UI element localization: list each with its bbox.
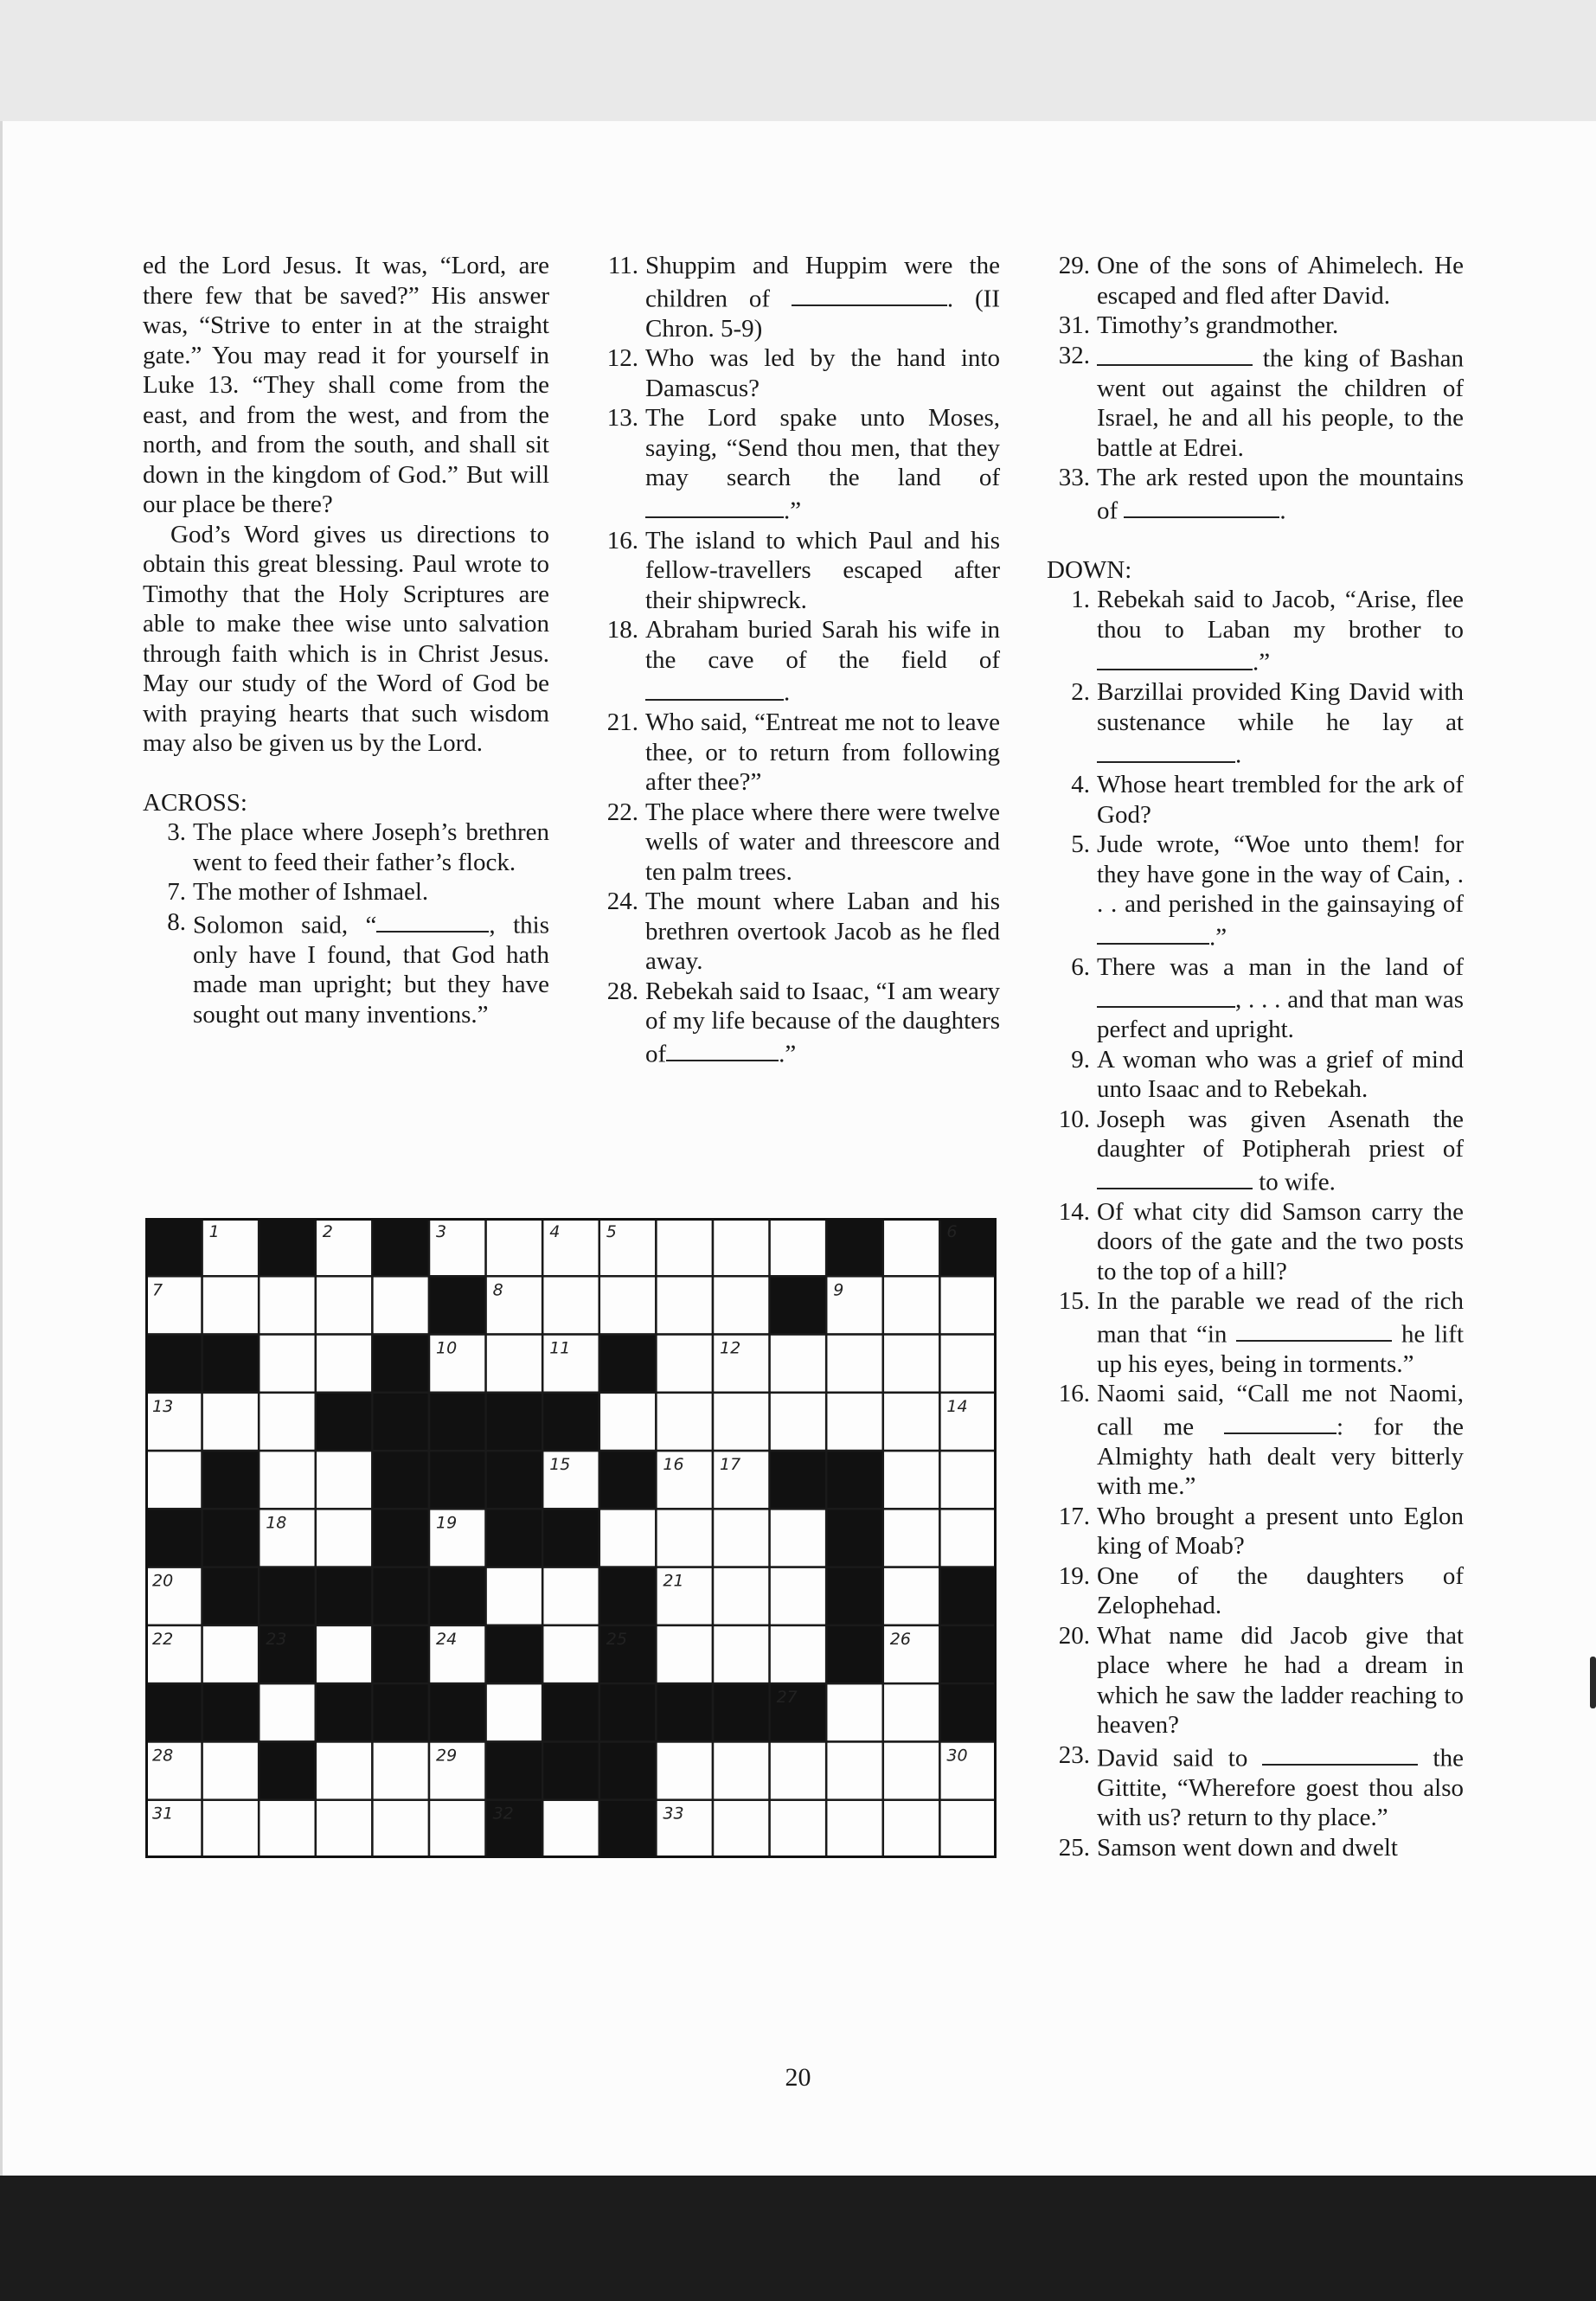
grid-cell-white[interactable] xyxy=(202,1276,260,1334)
grid-cell-white[interactable] xyxy=(939,1335,997,1393)
grid-cell-black xyxy=(145,1509,202,1567)
grid-cell-black xyxy=(486,1509,543,1567)
grid-cell-black xyxy=(770,1451,827,1509)
grid-cell-black xyxy=(429,1683,486,1741)
grid-cell-black xyxy=(826,1509,883,1567)
grid-cell-white[interactable] xyxy=(883,1393,940,1451)
grid-cell-white[interactable] xyxy=(316,1741,373,1799)
grid-cell-black xyxy=(202,1509,260,1567)
grid-cell-white[interactable] xyxy=(372,1276,429,1334)
grid-cell-black xyxy=(202,1683,260,1741)
grid-cell-black xyxy=(599,1741,657,1799)
grid-cell-number: 25 xyxy=(606,1629,627,1649)
answer-blank xyxy=(1124,493,1279,519)
grid-cell-number: 3 xyxy=(436,1222,447,1241)
grid-cell-black xyxy=(486,1451,543,1509)
across-clue-7: 7. The mother of Ishmael. xyxy=(167,878,429,906)
across-clue-3: 3. The place where Joseph’s brethren went to feed their father’s flock. xyxy=(167,818,549,876)
grid-cell-white[interactable] xyxy=(542,1276,599,1334)
across-clue-33: 33. The ark rested upon the mountains of . xyxy=(1058,464,1464,525)
grid-cell-white[interactable] xyxy=(770,1335,827,1393)
grid-cell-white[interactable] xyxy=(826,1741,883,1799)
grid-cell-white[interactable] xyxy=(486,1218,543,1276)
grid-cell-white[interactable] xyxy=(542,1625,599,1683)
grid-cell-white[interactable] xyxy=(770,1393,827,1451)
answer-blank xyxy=(376,907,489,933)
grid-cell-number: 17 xyxy=(720,1455,741,1475)
grid-cell-black xyxy=(372,1567,429,1625)
down-clue-10: 10. Joseph was given Asenath the daughter of Potipherah priest of to wife. xyxy=(1058,1105,1464,1196)
grid-cell-number: 33 xyxy=(663,1804,684,1823)
across-clue-22: 22. The place where there were twelve wells of water and threescore and ten palm trees. xyxy=(606,798,1000,886)
grid-cell-number: 26 xyxy=(889,1629,911,1649)
grid-cell-black xyxy=(145,1335,202,1393)
grid-cell-black xyxy=(599,1335,657,1393)
grid-cell-white[interactable] xyxy=(883,1683,940,1741)
grid-cell-white[interactable] xyxy=(202,1625,260,1683)
grid-cell-black xyxy=(770,1276,827,1334)
grid-cell-white[interactable] xyxy=(202,1393,260,1451)
grid-cell-black xyxy=(259,1218,316,1276)
grid-cell-white[interactable] xyxy=(429,1800,486,1858)
across-clue-21: 21. Who said, “Entreat me not to leave thee, or to return from following after thee?” xyxy=(606,708,1000,797)
across-clue-8-rest: , this only have I found, that God hath made man upright; but they have sought out many inventions.” xyxy=(193,911,549,1029)
across-clue-12: 12. Who was led by the hand into Damascus? xyxy=(606,344,1000,402)
grid-cell-number: 8 xyxy=(492,1280,503,1300)
grid-cell-white[interactable] xyxy=(826,1335,883,1393)
grid-cell-black xyxy=(145,1683,202,1741)
grid-cell-white[interactable] xyxy=(939,1451,997,1509)
grid-cell-black xyxy=(826,1218,883,1276)
grid-cell-white[interactable] xyxy=(259,1335,316,1393)
grid-cell-black xyxy=(939,1625,997,1683)
crossword-grid xyxy=(145,1218,997,1858)
down-clue-19: 19. One of the daughters of Zelophehad. xyxy=(1058,1561,1464,1620)
down-clue-2: 2. Barzillai provided King David with sustenance while he lay at . xyxy=(1071,678,1464,769)
across-clue-31: 31. Timothy’s grandmother. xyxy=(1058,311,1339,339)
grid-cell-white[interactable] xyxy=(826,1800,883,1858)
grid-cell-white[interactable] xyxy=(316,1625,373,1683)
grid-cell-white[interactable] xyxy=(713,1741,770,1799)
answer-blank xyxy=(666,1036,779,1062)
grid-cell-number: 4 xyxy=(549,1222,561,1241)
grid-cell-number: 6 xyxy=(946,1222,958,1241)
answer-blank xyxy=(1097,737,1235,763)
grid-cell-black xyxy=(826,1625,883,1683)
grid-cell-black xyxy=(599,1683,657,1741)
scan-bottom-border xyxy=(0,2176,1596,2301)
grid-cell-white[interactable] xyxy=(486,1683,543,1741)
grid-cell-white[interactable] xyxy=(826,1683,883,1741)
grid-cell-white[interactable] xyxy=(316,1451,373,1509)
grid-cell-white[interactable] xyxy=(713,1393,770,1451)
grid-cell-white[interactable] xyxy=(770,1800,827,1858)
grid-cell-black xyxy=(145,1218,202,1276)
grid-cell-white[interactable] xyxy=(486,1567,543,1625)
across-clue-8: 8. Solomon said, “ , this only have I found, that God hath made man upright; but they have sought out many inventions.” xyxy=(167,907,549,1029)
grid-cell-black xyxy=(372,1335,429,1393)
intro-paragraph-2: God’s Word gives us directions to obtain this great blessing. Paul wrote to Timothy that the Holy Scriptures are able to make thee wise unto salvation through faith which is in Christ Jesus. May our study of the Word of God be with praying hearts that such wisdom may also be given us by the Lord. xyxy=(143,520,549,757)
grid-cell-number: 12 xyxy=(720,1338,741,1358)
answer-blank xyxy=(792,281,947,307)
grid-cell-black xyxy=(656,1683,713,1741)
grid-cell-white[interactable] xyxy=(486,1335,543,1393)
grid-cell-black xyxy=(259,1741,316,1799)
down-clue-17: 17. Who brought a present unto Eglon king of Moab? xyxy=(1058,1502,1464,1561)
grid-cell-number: 14 xyxy=(946,1396,968,1416)
grid-cell-white[interactable] xyxy=(883,1741,940,1799)
across-clue-24: 24. The mount where Laban and his brethren overtook Jacob as he fled away. xyxy=(606,888,1000,976)
grid-cell-number: 10 xyxy=(436,1338,458,1358)
grid-cell-white[interactable] xyxy=(542,1800,599,1858)
grid-cell-black xyxy=(542,1393,599,1451)
answer-blank xyxy=(1236,1317,1392,1343)
grid-cell-white[interactable] xyxy=(939,1800,997,1858)
grid-cell-white[interactable] xyxy=(883,1451,940,1509)
grid-cell-black xyxy=(372,1451,429,1509)
scan-top-border xyxy=(0,0,1596,121)
grid-cell-number: 24 xyxy=(436,1629,458,1649)
grid-cell-white[interactable] xyxy=(656,1509,713,1567)
grid-cell-black xyxy=(429,1567,486,1625)
across-clue-32: 32. the king of Bashan went out against the children of Israel, he and all his people, to the battle at Edrei. xyxy=(1058,341,1464,462)
grid-cell-number: 11 xyxy=(549,1338,571,1358)
grid-cell-black xyxy=(202,1335,260,1393)
answer-blank xyxy=(1224,1409,1336,1435)
grid-cell-white[interactable] xyxy=(713,1509,770,1567)
answer-blank xyxy=(1262,1740,1418,1766)
grid-cell-black xyxy=(542,1683,599,1741)
grid-cell-number: 29 xyxy=(436,1746,458,1766)
grid-cell-black xyxy=(259,1567,316,1625)
grid-cell-number: 27 xyxy=(776,1688,798,1708)
grid-cell-number: 31 xyxy=(152,1804,174,1823)
grid-cell-number: 7 xyxy=(152,1280,163,1300)
grid-cell-white[interactable] xyxy=(713,1218,770,1276)
grid-cell-black xyxy=(542,1509,599,1567)
grid-cell-white[interactable] xyxy=(599,1509,657,1567)
grid-cell-number: 28 xyxy=(152,1746,174,1766)
across-clue-18: 18. Abraham buried Sarah his wife in the cave of the field of . xyxy=(606,616,1000,707)
grid-cell-white[interactable] xyxy=(316,1800,373,1858)
grid-cell-white[interactable] xyxy=(656,1276,713,1334)
grid-cell-black xyxy=(372,1625,429,1683)
grid-cell-black xyxy=(429,1276,486,1334)
grid-cell-white[interactable] xyxy=(770,1625,827,1683)
down-clue-4: 4. Whose heart trembled for the ark of God? xyxy=(1071,771,1464,829)
answer-blank xyxy=(1097,982,1235,1008)
grid-cell-white[interactable] xyxy=(713,1800,770,1858)
grid-cell-number: 9 xyxy=(833,1280,844,1300)
grid-cell-black xyxy=(542,1741,599,1799)
grid-cell-white[interactable] xyxy=(656,1741,713,1799)
answer-blank xyxy=(1097,1164,1253,1190)
grid-cell-white[interactable] xyxy=(316,1276,373,1334)
across-clue-16: 16. The island to which Paul and his fellow-travellers escaped after their shipwreck. xyxy=(606,526,1000,614)
grid-cell-white[interactable] xyxy=(259,1393,316,1451)
down-clue-5: 5. Jude wrote, “Woe unto them! for they have gone in the way of Cain, . . . and perished in the gainsaying of .” xyxy=(1071,830,1464,952)
grid-cell-black xyxy=(372,1509,429,1567)
grid-cell-number: 16 xyxy=(663,1455,684,1475)
answer-blank xyxy=(645,493,784,519)
down-clue-1: 1. Rebekah said to Jacob, “Arise, flee thou to Laban my brother to .” xyxy=(1071,586,1464,676)
down-clue-9: 9. A woman who was a grief of mind unto Isaac and to Rebekah. xyxy=(1071,1045,1464,1104)
grid-cell-black xyxy=(486,1625,543,1683)
grid-cell-number: 15 xyxy=(549,1455,571,1475)
across-clue-11: 11. Shuppim and Huppim were the children of . (II Chron. 5-9) xyxy=(607,252,1000,343)
down-heading: DOWN: xyxy=(1047,555,1132,584)
grid-cell-white[interactable] xyxy=(770,1509,827,1567)
grid-cell-white[interactable] xyxy=(770,1218,827,1276)
grid-cell-white[interactable] xyxy=(656,1625,713,1683)
answer-blank xyxy=(1097,644,1253,670)
grid-cell-white[interactable] xyxy=(939,1509,997,1567)
grid-cell-black xyxy=(316,1393,373,1451)
across-clue-28: 28. Rebekah said to Isaac, “I am weary of my life because of the daughters of .” xyxy=(606,977,1000,1068)
grid-cell-white[interactable] xyxy=(883,1335,940,1393)
grid-cell-number: 5 xyxy=(606,1222,617,1241)
down-clue-20: 20. What name did Jacob give that place where he had a dream in which he saw the ladder reaching to heaven? xyxy=(1058,1621,1464,1740)
grid-cell-number: 23 xyxy=(266,1629,287,1649)
grid-cell-white[interactable] xyxy=(883,1800,940,1858)
across-heading: ACROSS: xyxy=(143,788,247,817)
grid-cell-white[interactable] xyxy=(259,1800,316,1858)
column-middle xyxy=(595,251,1000,1069)
scan-edge-mark xyxy=(1590,1657,1596,1708)
grid-cell-white[interactable] xyxy=(656,1218,713,1276)
grid-cell-white[interactable] xyxy=(826,1393,883,1451)
grid-cell-number: 1 xyxy=(208,1222,220,1241)
grid-cell-white[interactable] xyxy=(372,1741,429,1799)
intro-paragraph-1: ed the Lord Jesus. It was, “Lord, are there few that be saved?” His answer was, “Strive to enter in at the straight gate.” You may read it for yourself in Luke 13. “They shall come from the east, and from the west, and from the north, and from the south, and shall sit down in the kingdom of God.” But will our place be there? xyxy=(143,252,549,518)
answer-blank xyxy=(1097,920,1209,945)
grid-cell-number: 13 xyxy=(152,1396,174,1416)
grid-cell-white[interactable] xyxy=(883,1218,940,1276)
answer-blank xyxy=(1097,341,1253,367)
grid-cell-black xyxy=(372,1393,429,1451)
across-clue-29: 29. One of the sons of Ahimelech. He escaped and fled after David. xyxy=(1058,252,1464,310)
grid-cell-black xyxy=(429,1393,486,1451)
grid-cell-number: 22 xyxy=(152,1629,174,1649)
grid-cell-white[interactable] xyxy=(939,1276,997,1334)
grid-cell-white[interactable] xyxy=(713,1567,770,1625)
page-left-edge xyxy=(0,121,3,2176)
grid-cell-black xyxy=(316,1567,373,1625)
across-clue-13: 13. The Lord spake unto Moses, saying, “Send thou men, that they may search the land of .” xyxy=(606,404,1000,525)
grid-cell-black xyxy=(826,1451,883,1509)
grid-cell-white[interactable] xyxy=(656,1393,713,1451)
grid-cell-black xyxy=(372,1683,429,1741)
column-right xyxy=(1047,251,1464,1862)
page-number: 20 xyxy=(785,2063,811,2092)
grid-cell-black xyxy=(316,1683,373,1741)
down-clue-15: 15. In the parable we read of the rich man that “in he lift up his eyes, being in torments.” xyxy=(1058,1287,1465,1378)
grid-cell-black xyxy=(202,1567,260,1625)
grid-cell-black xyxy=(713,1683,770,1741)
grid-cell-white[interactable] xyxy=(372,1800,429,1858)
grid-cell-white[interactable] xyxy=(770,1567,827,1625)
grid-cell-white[interactable] xyxy=(145,1451,202,1509)
grid-cell-number: 18 xyxy=(266,1513,287,1533)
grid-cell-white[interactable] xyxy=(316,1335,373,1393)
grid-cell-black xyxy=(939,1567,997,1625)
grid-cell-white[interactable] xyxy=(202,1741,260,1799)
grid-cell-white[interactable] xyxy=(883,1567,940,1625)
grid-cell-number: 30 xyxy=(946,1746,968,1766)
grid-cell-black xyxy=(599,1567,657,1625)
grid-cell-black xyxy=(486,1393,543,1451)
grid-cell-number: 2 xyxy=(322,1222,333,1241)
grid-cell-black xyxy=(939,1683,997,1741)
grid-cell-black xyxy=(429,1451,486,1509)
grid-cell-black xyxy=(599,1800,657,1858)
grid-cell-white[interactable] xyxy=(713,1276,770,1334)
grid-cell-white[interactable] xyxy=(259,1451,316,1509)
grid-cell-number: 19 xyxy=(436,1513,458,1533)
grid-cell-white[interactable] xyxy=(656,1335,713,1393)
grid-cell-white[interactable] xyxy=(713,1625,770,1683)
grid-cell-white[interactable] xyxy=(259,1683,316,1741)
grid-cell-white[interactable] xyxy=(542,1567,599,1625)
grid-cell-black xyxy=(372,1218,429,1276)
grid-cell-number: 20 xyxy=(152,1571,174,1591)
grid-cell-black xyxy=(826,1567,883,1625)
down-clue-23: 23. David said to the Gittite, “Wherefore goest thou also with us? return to thy place.” xyxy=(1058,1740,1464,1832)
grid-cell-black xyxy=(599,1451,657,1509)
grid-cell-number: 32 xyxy=(492,1804,514,1823)
down-clue-25: 25. Samson went down and dwelt xyxy=(1058,1833,1398,1862)
down-clue-6: 6. There was a man in the land of , . . . and that man was perfect and upright. xyxy=(1071,952,1464,1044)
grid-cell-white[interactable] xyxy=(259,1276,316,1334)
grid-cell-white[interactable] xyxy=(599,1276,657,1334)
answer-blank xyxy=(645,675,784,701)
crossword-grid-svg xyxy=(145,1218,997,1858)
grid-cell-number: 21 xyxy=(663,1571,684,1591)
grid-cell-white[interactable] xyxy=(316,1509,373,1567)
grid-cell-white[interactable] xyxy=(202,1800,260,1858)
grid-cell-white[interactable] xyxy=(770,1741,827,1799)
grid-cell-white[interactable] xyxy=(883,1276,940,1334)
grid-cell-white[interactable] xyxy=(599,1393,657,1451)
down-clue-16: 16. Naomi said, “Call me not Naomi, call me : for the Almighty hath dealt very bitterly with me.” xyxy=(1058,1380,1464,1501)
grid-cell-black xyxy=(486,1741,543,1799)
grid-cell-black xyxy=(202,1451,260,1509)
column-left xyxy=(143,251,549,1029)
grid-cell-white[interactable] xyxy=(883,1509,940,1567)
down-clue-14: 14. Of what city did Samson carry the doors of the gate and the two posts to the top of a hill? xyxy=(1058,1197,1464,1285)
